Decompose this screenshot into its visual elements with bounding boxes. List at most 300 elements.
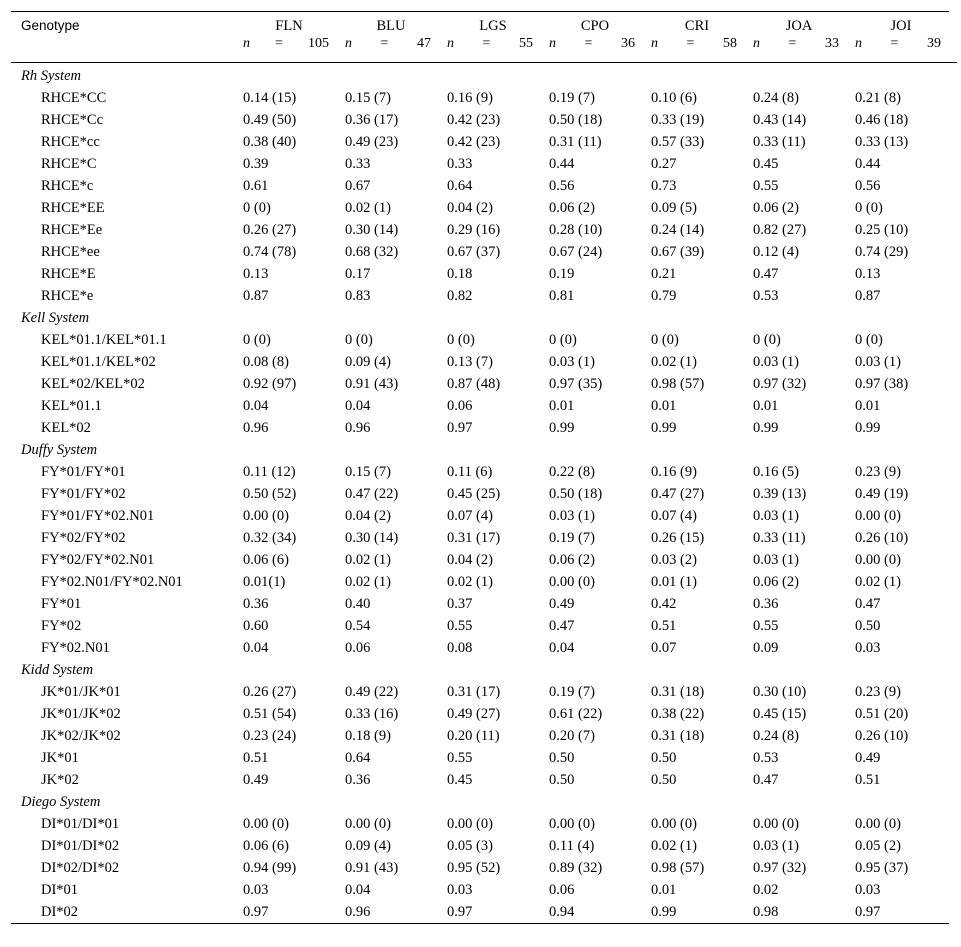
value-cell: 0.06: [345, 640, 371, 656]
value-cell: 0.00 (0): [345, 816, 391, 832]
genotype-cell: KEL*02: [41, 420, 91, 436]
genotype-cell: DI*02: [41, 904, 79, 920]
equals-sign: =: [890, 36, 899, 51]
table-row: [11, 197, 957, 219]
genotype-cell: JK*01/JK*01: [41, 684, 121, 700]
value-cell: 0.94: [549, 904, 575, 920]
value-cell: 0.37: [447, 596, 473, 612]
value-cell: 0 (0): [753, 332, 781, 348]
value-cell: 0.26 (10): [855, 728, 909, 744]
value-cell: 0.00 (0): [243, 508, 289, 524]
value-cell: 0.01 (1): [651, 574, 697, 590]
table-row: [11, 813, 957, 835]
value-cell: 0.14 (15): [243, 90, 297, 106]
value-cell: 0.06: [549, 882, 575, 898]
value-cell: 0.16 (5): [753, 464, 799, 480]
value-cell: 0.06: [447, 398, 473, 414]
genotype-cell: KEL*02/KEL*02: [41, 376, 145, 392]
value-cell: 0.06 (2): [753, 200, 799, 216]
value-cell: 0.38 (22): [651, 706, 705, 722]
value-cell: 0.50: [549, 750, 575, 766]
value-cell: 0.40: [345, 596, 371, 612]
value-cell: 0 (0): [447, 332, 475, 348]
n-value: 39: [927, 36, 941, 51]
sample-size-lgs: [447, 36, 549, 63]
value-cell: 0.01: [753, 398, 779, 414]
genotype-cell: RHCE*EE: [41, 200, 105, 216]
value-cell: 0.98 (57): [651, 376, 705, 392]
value-cell: 0.33 (11): [753, 134, 806, 150]
value-cell: 0.83: [345, 288, 371, 304]
value-cell: 0.23 (9): [855, 464, 901, 480]
value-cell: 0.19 (7): [549, 684, 595, 700]
value-cell: 0.33: [447, 156, 473, 172]
value-cell: 0.27: [651, 156, 677, 172]
value-cell: 0.01: [855, 398, 881, 414]
value-cell: 0.53: [753, 750, 779, 766]
value-cell: 0.46 (18): [855, 112, 909, 128]
value-cell: 0.39 (13): [753, 486, 807, 502]
table-row: [11, 329, 957, 351]
value-cell: 0.11 (12): [243, 464, 296, 480]
table-row: [11, 901, 957, 923]
value-cell: 0.49 (19): [855, 486, 909, 502]
table-row: [11, 857, 957, 879]
n-value: 33: [825, 36, 839, 51]
system-name: Rh System: [21, 68, 81, 84]
genotype-cell: KEL*01.1/KEL*01.1: [41, 332, 167, 348]
genotype-cell: FY*01/FY*02: [41, 486, 126, 502]
value-cell: 0.47 (22): [345, 486, 399, 502]
value-cell: 0.54: [345, 618, 371, 634]
value-cell: 0.51: [855, 772, 881, 788]
value-cell: 0.49: [243, 772, 269, 788]
table-row: [11, 769, 957, 791]
table-row: [11, 87, 957, 109]
value-cell: 0.23 (9): [855, 684, 901, 700]
value-cell: 0.02 (1): [345, 200, 391, 216]
value-cell: 0.61 (22): [549, 706, 603, 722]
value-cell: 0.45: [753, 156, 779, 172]
value-cell: 0.03 (1): [753, 354, 799, 370]
value-cell: 0.07 (4): [447, 508, 493, 524]
value-cell: 0.00 (0): [855, 816, 901, 832]
value-cell: 0.99: [549, 420, 575, 436]
value-cell: 0.74 (78): [243, 244, 297, 260]
genotype-column-header: Genotype: [21, 18, 80, 33]
value-cell: 0.31 (17): [447, 530, 501, 546]
sample-size-cri: [651, 36, 753, 63]
system-header-row: [11, 659, 957, 681]
value-cell: 0.00 (0): [447, 816, 493, 832]
system-header-row: [11, 439, 957, 461]
genotype-cell: KEL*01.1: [41, 398, 102, 414]
value-cell: 0.30 (10): [753, 684, 807, 700]
value-cell: 0.50: [651, 772, 677, 788]
value-cell: 0.19 (7): [549, 90, 595, 106]
genotype-cell: FY*02.N01: [41, 640, 110, 656]
system-name: Kell System: [21, 310, 90, 326]
value-cell: 0.03 (1): [549, 354, 595, 370]
value-cell: 0.97: [447, 904, 473, 920]
value-cell: 0.03: [243, 882, 269, 898]
value-cell: 0.99: [753, 420, 779, 436]
value-cell: 0.92 (97): [243, 376, 297, 392]
table-row: [11, 417, 957, 439]
value-cell: 0.06 (2): [753, 574, 799, 590]
table-row: [11, 175, 957, 197]
value-cell: 0.07: [651, 640, 677, 656]
value-cell: 0.00 (0): [855, 552, 901, 568]
genotype-cell: JK*01/JK*02: [41, 706, 121, 722]
value-cell: 0.31 (11): [549, 134, 602, 150]
value-cell: 0.51 (54): [243, 706, 297, 722]
value-cell: 0.01: [549, 398, 575, 414]
value-cell: 0.21 (8): [855, 90, 901, 106]
table-row: [11, 373, 957, 395]
value-cell: 0.03 (1): [753, 838, 799, 854]
value-cell: 0.09: [753, 640, 779, 656]
value-cell: 0.03: [855, 882, 881, 898]
genotype-cell: RHCE*cc: [41, 134, 100, 150]
genotype-cell: FY*01/FY*02.N01: [41, 508, 155, 524]
value-cell: 0 (0): [855, 200, 883, 216]
genotype-cell: RHCE*Ee: [41, 222, 103, 238]
value-cell: 0 (0): [345, 332, 373, 348]
value-cell: 0.05 (3): [447, 838, 493, 854]
value-cell: 0.97 (38): [855, 376, 909, 392]
table-row: [11, 153, 957, 175]
value-cell: 0.31 (18): [651, 684, 705, 700]
genotype-cell: FY*01/FY*01: [41, 464, 126, 480]
value-cell: 0.33 (16): [345, 706, 399, 722]
column-header-joi: JOI: [890, 18, 912, 34]
value-cell: 0.82 (27): [753, 222, 807, 238]
value-cell: 0.00 (0): [549, 574, 595, 590]
table-bottom-rule: [11, 923, 949, 924]
genotype-cell: JK*02: [41, 772, 79, 788]
n-value: 47: [417, 36, 431, 51]
value-cell: 0.47: [549, 618, 575, 634]
value-cell: 0.96: [243, 420, 269, 436]
value-cell: 0.06 (6): [243, 552, 289, 568]
table-row: [11, 725, 957, 747]
n-symbol: n: [855, 36, 862, 51]
value-cell: 0.09 (4): [345, 838, 391, 854]
value-cell: 0.45 (15): [753, 706, 807, 722]
value-cell: 0.73: [651, 178, 677, 194]
value-cell: 0.02 (1): [345, 574, 391, 590]
value-cell: 0.49 (50): [243, 112, 297, 128]
n-symbol: n: [651, 36, 658, 51]
value-cell: 0.32 (34): [243, 530, 297, 546]
equals-sign: =: [275, 36, 283, 51]
value-cell: 0.26 (15): [651, 530, 705, 546]
value-cell: 0.33 (11): [753, 530, 806, 546]
genotype-cell: DI*01/DI*02: [41, 838, 120, 854]
n-value: 105: [308, 36, 329, 51]
table-row: [11, 505, 957, 527]
genotype-cell: KEL*01.1/KEL*02: [41, 354, 156, 370]
value-cell: 0.49 (27): [447, 706, 501, 722]
table-body: [11, 65, 957, 923]
value-cell: 0.55: [447, 618, 473, 634]
value-cell: 0.51: [243, 750, 269, 766]
equals-sign: =: [686, 36, 695, 51]
value-cell: 0.67 (24): [549, 244, 603, 260]
value-cell: 0.01(1): [243, 574, 286, 590]
value-cell: 0.60: [243, 618, 269, 634]
n-symbol: n: [753, 36, 760, 51]
value-cell: 0.44: [855, 156, 881, 172]
value-cell: 0.02 (1): [855, 574, 901, 590]
value-cell: 0 (0): [243, 332, 271, 348]
table-row: [11, 549, 957, 571]
value-cell: 0.24 (14): [651, 222, 705, 238]
table-row: [11, 395, 957, 417]
n-symbol: n: [549, 36, 556, 51]
value-cell: 0.53: [753, 288, 779, 304]
value-cell: 0.68 (32): [345, 244, 399, 260]
value-cell: 0.79: [651, 288, 677, 304]
value-cell: 0.02 (1): [651, 354, 697, 370]
system-name: Kidd System: [21, 662, 94, 678]
value-cell: 0.87: [243, 288, 269, 304]
value-cell: 0.05 (2): [855, 838, 901, 854]
equals-sign: =: [380, 36, 389, 51]
value-cell: 0.00 (0): [753, 816, 799, 832]
value-cell: 0.42 (23): [447, 112, 501, 128]
value-cell: 0.03 (1): [753, 508, 799, 524]
value-cell: 0.04: [243, 640, 269, 656]
genotype-cell: RHCE*E: [41, 266, 96, 282]
genotype-cell: RHCE*Cc: [41, 112, 104, 128]
value-cell: 0.96: [345, 904, 371, 920]
n-value: 36: [621, 36, 635, 51]
value-cell: 0.17: [345, 266, 371, 282]
value-cell: 0.97 (35): [549, 376, 603, 392]
value-cell: 0.13 (7): [447, 354, 493, 370]
table-row: [11, 571, 957, 593]
value-cell: 0.47: [753, 772, 779, 788]
value-cell: 0.02 (1): [651, 838, 697, 854]
value-cell: 0.09 (4): [345, 354, 391, 370]
value-cell: 0.21: [651, 266, 677, 282]
value-cell: 0.95 (37): [855, 860, 909, 876]
value-cell: 0.82: [447, 288, 473, 304]
system-header-row: [11, 791, 957, 813]
table-row: [11, 483, 957, 505]
value-cell: 0.18 (9): [345, 728, 391, 744]
value-cell: 0.74 (29): [855, 244, 909, 260]
sample-size-joi: [855, 36, 957, 63]
value-cell: 0.02 (1): [345, 552, 391, 568]
value-cell: 0.97 (32): [753, 860, 807, 876]
genotype-cell: FY*02/FY*02: [41, 530, 126, 546]
value-cell: 0.04 (2): [447, 552, 493, 568]
value-cell: 0.04: [243, 398, 269, 414]
value-cell: 0.01: [651, 882, 677, 898]
value-cell: 0.97 (32): [753, 376, 807, 392]
value-cell: 0.97: [447, 420, 473, 436]
table-row: [11, 681, 957, 703]
value-cell: 0.24 (8): [753, 728, 799, 744]
genotype-cell: FY*02/FY*02.N01: [41, 552, 155, 568]
sample-size-blu: [345, 36, 447, 63]
column-header-cpo: CPO: [580, 18, 610, 34]
table-row: [11, 615, 957, 637]
value-cell: 0.49: [855, 750, 881, 766]
value-cell: 0.55: [753, 618, 779, 634]
value-cell: 0.87 (48): [447, 376, 501, 392]
genotype-frequency-table: [11, 12, 957, 923]
value-cell: 0.56: [549, 178, 575, 194]
genotype-cell: FY*01: [41, 596, 82, 612]
value-cell: 0.15 (7): [345, 464, 391, 480]
table-row: [11, 263, 957, 285]
equals-sign: =: [788, 36, 797, 51]
genotype-cell: JK*02/JK*02: [41, 728, 121, 744]
value-cell: 0.06 (2): [549, 200, 595, 216]
value-cell: 0.26 (10): [855, 530, 909, 546]
value-cell: 0.67: [345, 178, 371, 194]
value-cell: 0.11 (6): [447, 464, 493, 480]
system-name: Diego System: [21, 794, 101, 810]
value-cell: 0.00 (0): [651, 816, 697, 832]
table-header: [11, 12, 957, 65]
value-cell: 0.42 (23): [447, 134, 501, 150]
header-row-sample-sizes: [11, 36, 957, 63]
genotype-cell: RHCE*CC: [41, 90, 107, 106]
value-cell: 0.04 (2): [345, 508, 391, 524]
value-cell: 0.26 (27): [243, 684, 297, 700]
value-cell: 0.11 (4): [549, 838, 595, 854]
value-cell: 0.38 (40): [243, 134, 297, 150]
value-cell: 0.04: [345, 882, 371, 898]
table-row: [11, 879, 957, 901]
value-cell: 0.03: [447, 882, 473, 898]
value-cell: 0.03 (1): [855, 354, 901, 370]
value-cell: 0.16 (9): [651, 464, 697, 480]
value-cell: 0.50: [549, 772, 575, 788]
value-cell: 0.64: [345, 750, 371, 766]
value-cell: 0.20 (7): [549, 728, 595, 744]
column-header-lgs: LGS: [479, 18, 507, 34]
value-cell: 0.89 (32): [549, 860, 603, 876]
value-cell: 0.19: [549, 266, 575, 282]
value-cell: 0 (0): [651, 332, 679, 348]
table-row: [11, 703, 957, 725]
genotype-cell: DI*01/DI*01: [41, 816, 120, 832]
value-cell: 0.00 (0): [549, 816, 595, 832]
value-cell: 0.02 (1): [447, 574, 493, 590]
value-cell: 0.33 (19): [651, 112, 705, 128]
value-cell: 0.03: [855, 640, 881, 656]
table-row: [11, 527, 957, 549]
table-row: [11, 835, 957, 857]
value-cell: 0.45 (25): [447, 486, 501, 502]
value-cell: 0.23 (24): [243, 728, 297, 744]
value-cell: 0.94 (99): [243, 860, 297, 876]
header-row-names: [11, 12, 957, 36]
value-cell: 0.95 (52): [447, 860, 501, 876]
value-cell: 0.39: [243, 156, 269, 172]
value-cell: 0.25 (10): [855, 222, 909, 238]
value-cell: 0.28 (10): [549, 222, 603, 238]
equals-sign: =: [482, 36, 491, 51]
value-cell: 0.57 (33): [651, 134, 705, 150]
value-cell: 0.43 (14): [753, 112, 807, 128]
value-cell: 0.55: [447, 750, 473, 766]
value-cell: 0.03 (1): [549, 508, 595, 524]
value-cell: 0.12 (4): [753, 244, 799, 260]
value-cell: 0.61: [243, 178, 269, 194]
value-cell: 0.13: [243, 266, 269, 282]
value-cell: 0.08 (8): [243, 354, 289, 370]
genotype-cell: DI*01: [41, 882, 79, 898]
value-cell: 0.04: [549, 640, 575, 656]
table-row: [11, 351, 957, 373]
value-cell: 0.55: [753, 178, 779, 194]
value-cell: 0.15 (7): [345, 90, 391, 106]
genotype-cell: FY*02.N01/FY*02.N01: [41, 574, 183, 590]
sample-size-fln: [243, 36, 345, 63]
value-cell: 0.29 (16): [447, 222, 501, 238]
table-row: [11, 593, 957, 615]
value-cell: 0.96: [345, 420, 371, 436]
table-row: [11, 285, 957, 307]
value-cell: 0.49: [549, 596, 575, 612]
value-cell: 0.06 (6): [243, 838, 289, 854]
value-cell: 0.24 (8): [753, 90, 799, 106]
table-row: [11, 747, 957, 769]
n-symbol: n: [345, 36, 352, 51]
genotype-table-container: [11, 11, 949, 924]
value-cell: 0 (0): [243, 200, 271, 216]
value-cell: 0.19 (7): [549, 530, 595, 546]
system-name: Duffy System: [21, 442, 98, 458]
value-cell: 0.01: [651, 398, 677, 414]
value-cell: 0.31 (17): [447, 684, 501, 700]
value-cell: 0.50: [855, 618, 881, 634]
value-cell: 0.08: [447, 640, 473, 656]
value-cell: 0.06 (2): [549, 552, 595, 568]
system-header-row: [11, 307, 957, 329]
n-symbol: n: [243, 36, 250, 51]
value-cell: 0.42: [651, 596, 677, 612]
value-cell: 0.13: [855, 266, 881, 282]
value-cell: 0.44: [549, 156, 575, 172]
sample-size-cpo: [549, 36, 651, 63]
column-header-fln: FLN: [275, 18, 303, 34]
value-cell: 0.36 (17): [345, 112, 399, 128]
value-cell: 0.47: [855, 596, 881, 612]
value-cell: 0.50 (18): [549, 112, 603, 128]
value-cell: 0.91 (43): [345, 860, 399, 876]
genotype-cell: RHCE*e: [41, 288, 94, 304]
value-cell: 0.09 (5): [651, 200, 697, 216]
genotype-cell: RHCE*c: [41, 178, 94, 194]
value-cell: 0.26 (27): [243, 222, 297, 238]
value-cell: 0.56: [855, 178, 881, 194]
value-cell: 0.18: [447, 266, 473, 282]
value-cell: 0.50: [651, 750, 677, 766]
value-cell: 0.16 (9): [447, 90, 493, 106]
table-row: [11, 637, 957, 659]
value-cell: 0.07 (4): [651, 508, 697, 524]
genotype-cell: RHCE*ee: [41, 244, 100, 260]
column-header-joa: JOA: [785, 18, 813, 34]
